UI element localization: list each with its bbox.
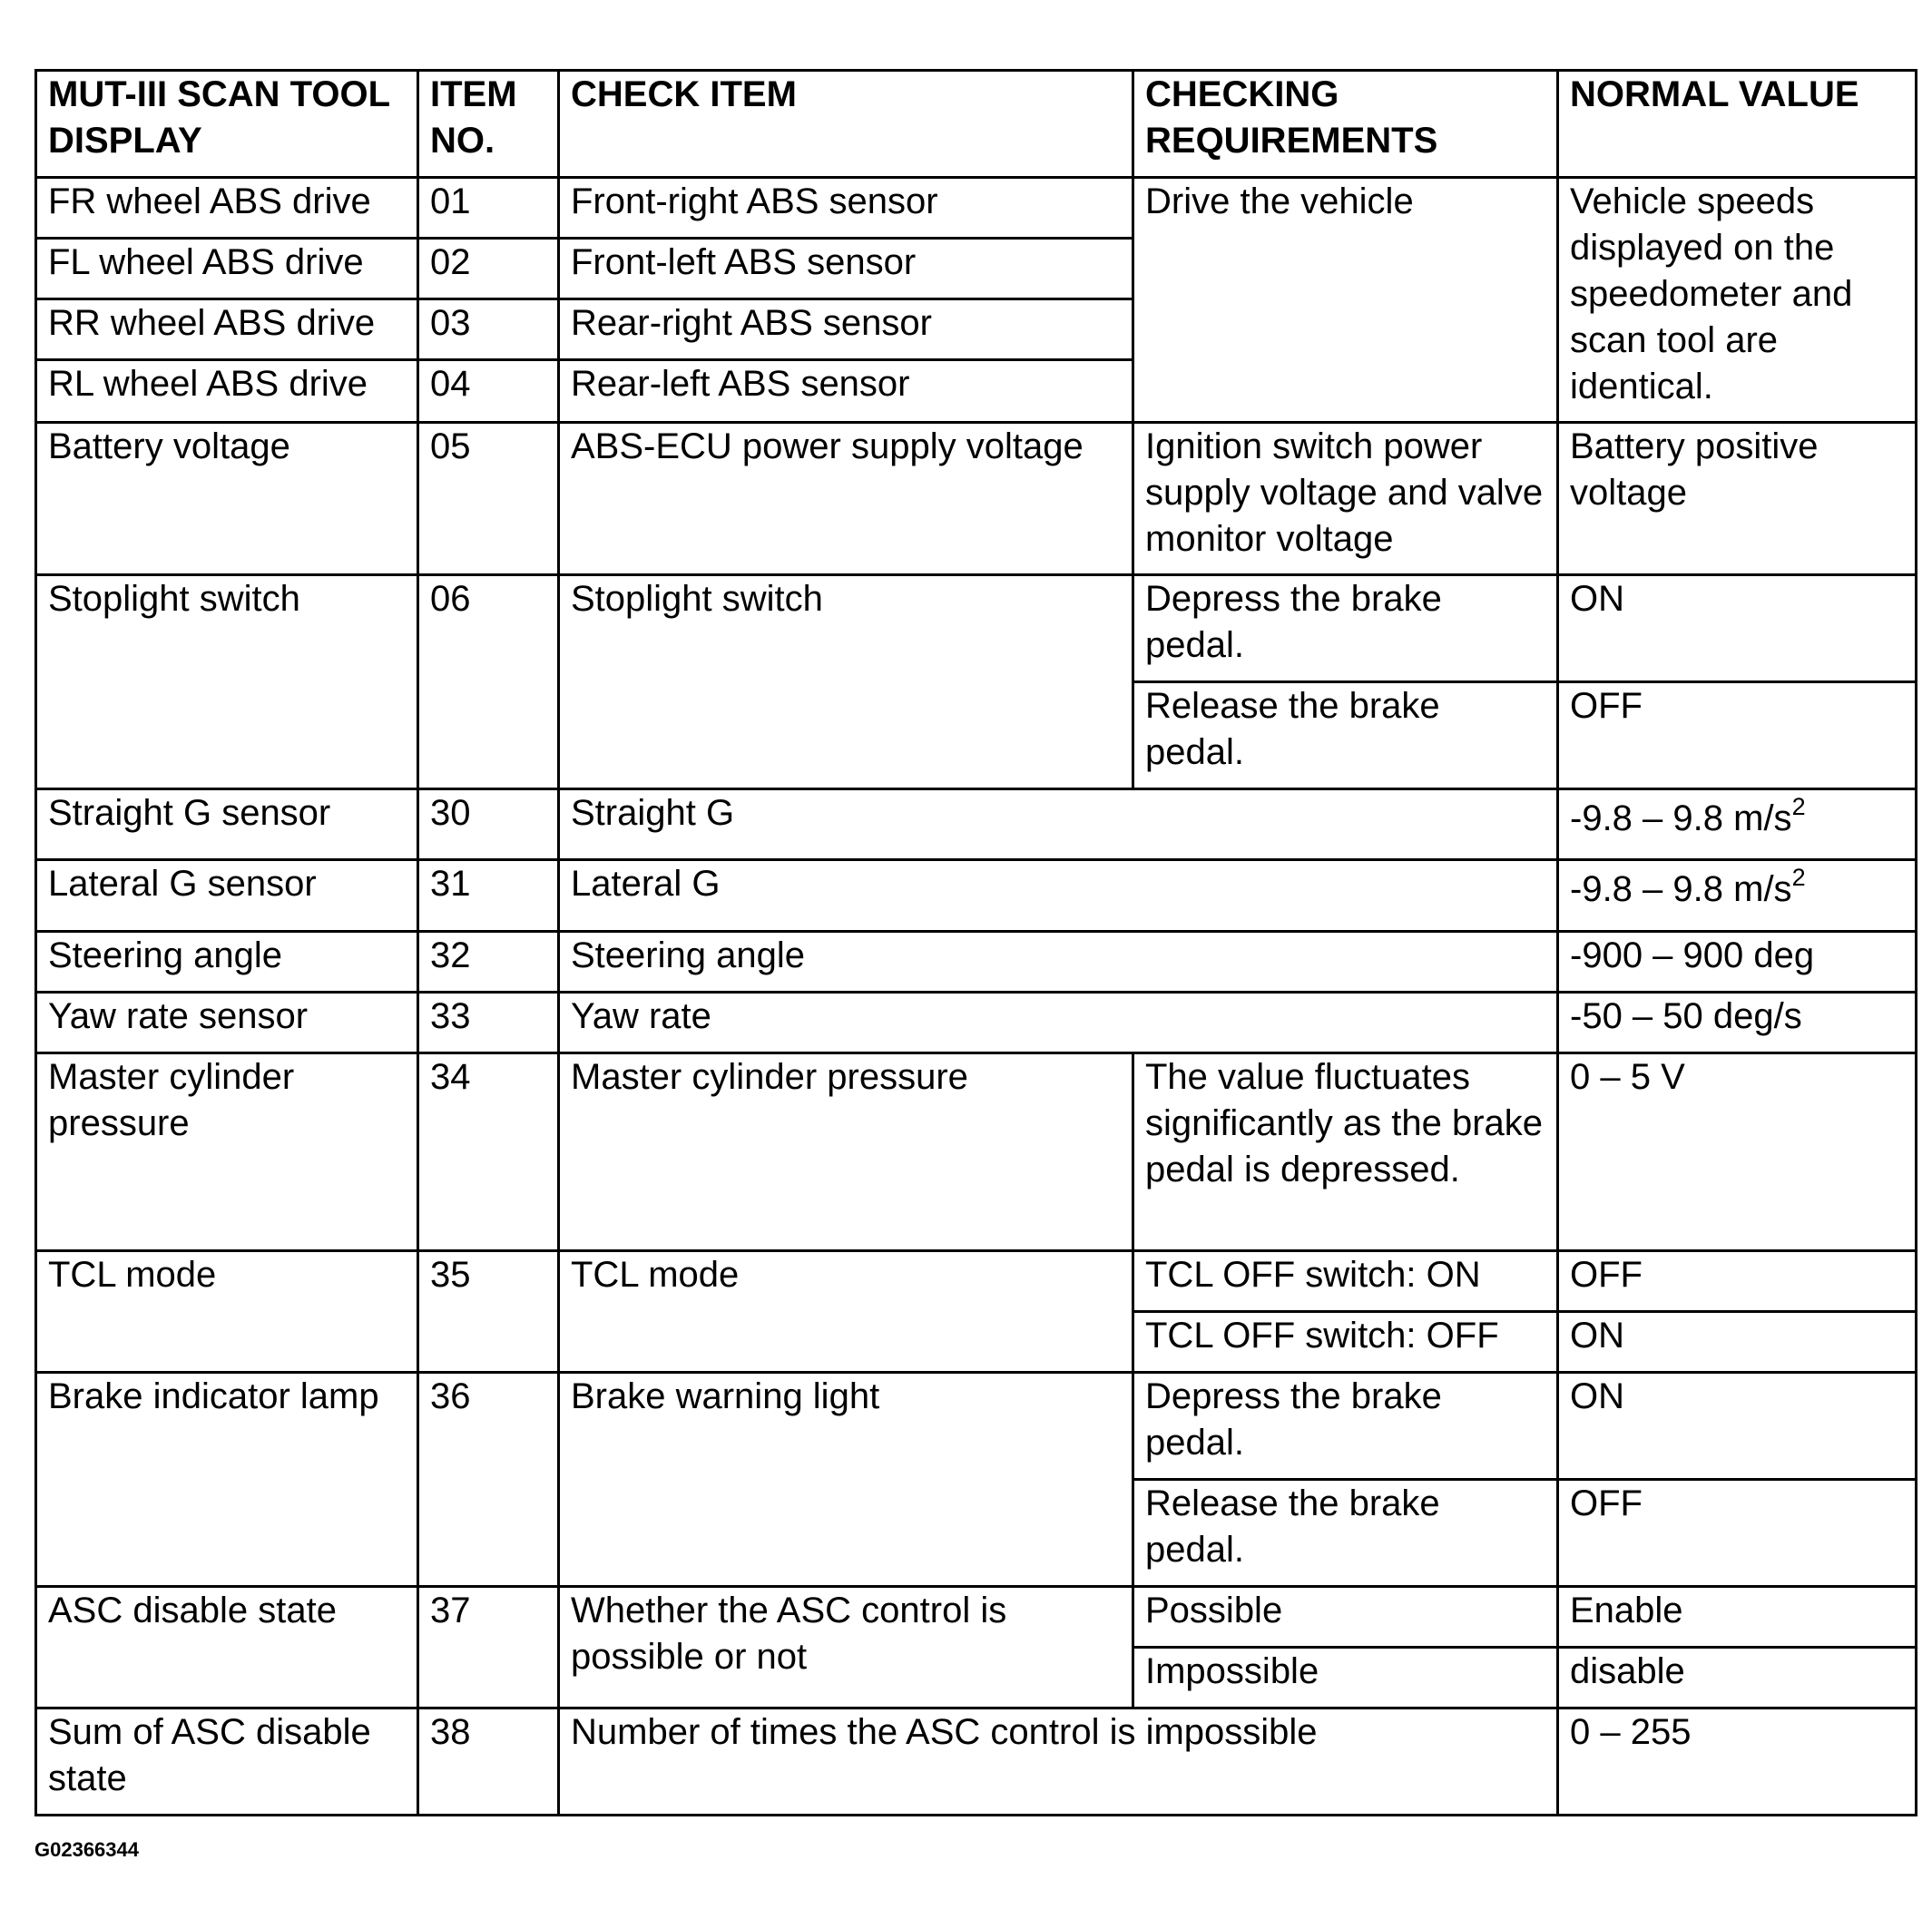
table-row — [36, 1708, 1917, 1816]
item-no-cell: 06 — [418, 575, 559, 789]
scan-tool-table — [34, 69, 1917, 1816]
check-item-cell: Rear-right ABS sensor — [559, 299, 1133, 360]
table-row — [36, 1587, 1917, 1648]
requirement-cell: Impossible — [1133, 1648, 1558, 1708]
requirement-cell: Release the brake pedal. — [1133, 682, 1558, 789]
display-cell: Battery voltage — [36, 423, 418, 575]
header-item-no: ITEM NO. — [418, 71, 559, 178]
display-cell: ASC disable state — [36, 1587, 418, 1708]
table-row — [36, 423, 1917, 575]
check-item-cell: Lateral G — [559, 860, 1558, 932]
display-cell: FL wheel ABS drive — [36, 239, 418, 299]
normal-value-cell: ON — [1558, 1312, 1917, 1373]
display-cell: Steering angle — [36, 932, 418, 993]
header-display: MUT-III SCAN TOOL DISPLAY — [36, 71, 418, 178]
item-no-cell: 01 — [418, 178, 559, 239]
header-normal-value: NORMAL VALUE — [1558, 71, 1917, 178]
display-cell: Straight G sensor — [36, 789, 418, 860]
display-cell: RR wheel ABS drive — [36, 299, 418, 360]
exponent: 2 — [1791, 864, 1806, 891]
item-no-cell: 33 — [418, 993, 559, 1053]
check-item-cell: Yaw rate — [559, 993, 1558, 1053]
normal-value-cell — [1558, 860, 1917, 932]
header-requirements: CHECKING REQUIREMENTS — [1133, 71, 1558, 178]
normal-value-cell: 0 – 5 V — [1558, 1053, 1917, 1251]
requirement-cell: Possible — [1133, 1587, 1558, 1648]
item-no-cell: 04 — [418, 360, 559, 423]
normal-value-cell: ON — [1558, 575, 1917, 682]
check-item-cell: Brake warning light — [559, 1373, 1133, 1587]
item-no-cell: 02 — [418, 239, 559, 299]
display-cell: Sum of ASC disable state — [36, 1708, 418, 1816]
table-row — [36, 178, 1917, 239]
item-no-cell: 03 — [418, 299, 559, 360]
table-row — [36, 1053, 1917, 1251]
item-no-cell: 35 — [418, 1251, 559, 1373]
item-no-cell: 31 — [418, 860, 559, 932]
item-no-cell: 30 — [418, 789, 559, 860]
display-cell: RL wheel ABS drive — [36, 360, 418, 423]
normal-value-cell: disable — [1558, 1648, 1917, 1708]
normal-value-cell: ON — [1558, 1373, 1917, 1480]
normal-value-cell: OFF — [1558, 682, 1917, 789]
figure-code: G02366344 — [34, 1838, 139, 1861]
requirement-cell: TCL OFF switch: OFF — [1133, 1312, 1558, 1373]
display-cell: Lateral G sensor — [36, 860, 418, 932]
normal-value-cell: 0 – 255 — [1558, 1708, 1917, 1816]
item-no-cell: 05 — [418, 423, 559, 575]
table-row — [36, 789, 1917, 860]
check-item-cell: Master cylinder pressure — [559, 1053, 1133, 1251]
check-item-cell: Rear-left ABS sensor — [559, 360, 1133, 423]
requirement-cell: The value fluctuates significantly as the brake pedal is depressed. — [1133, 1053, 1558, 1251]
check-item-cell: Steering angle — [559, 932, 1558, 993]
item-no-cell: 36 — [418, 1373, 559, 1587]
check-item-cell: TCL mode — [559, 1251, 1133, 1373]
display-cell: FR wheel ABS drive — [36, 178, 418, 239]
item-no-cell: 37 — [418, 1587, 559, 1708]
header-check-item: CHECK ITEM — [559, 71, 1133, 178]
check-item-cell: Whether the ASC control is possible or not — [559, 1587, 1133, 1708]
table-row — [36, 1251, 1917, 1312]
display-cell: Yaw rate sensor — [36, 993, 418, 1053]
display-cell: Brake indicator lamp — [36, 1373, 418, 1587]
normal-value-cell: -50 – 50 deg/s — [1558, 993, 1917, 1053]
normal-value-cell: Enable — [1558, 1587, 1917, 1648]
normal-value-cell — [1558, 789, 1917, 860]
requirement-cell: Ignition switch power supply voltage and valve monitor voltage — [1133, 423, 1558, 575]
display-cell: Master cylinder pressure — [36, 1053, 418, 1251]
table-row — [36, 993, 1917, 1053]
table-row — [36, 860, 1917, 932]
check-item-cell: Number of times the ASC control is impossible — [559, 1708, 1558, 1816]
value-text: -9.8 – 9.8 m/s — [1570, 869, 1792, 909]
requirement-cell: TCL OFF switch: ON — [1133, 1251, 1558, 1312]
check-item-cell: ABS-ECU power supply voltage — [559, 423, 1133, 575]
normal-value-cell: OFF — [1558, 1480, 1917, 1587]
check-item-cell: Straight G — [559, 789, 1558, 860]
normal-value-cell: -900 – 900 deg — [1558, 932, 1917, 993]
normal-value-cell: Battery positive voltage — [1558, 423, 1917, 575]
table-row — [36, 575, 1917, 682]
check-item-cell: Front-left ABS sensor — [559, 239, 1133, 299]
check-item-cell: Front-right ABS sensor — [559, 178, 1133, 239]
table-row — [36, 1373, 1917, 1480]
display-cell: Stoplight switch — [36, 575, 418, 789]
requirement-cell: Depress the brake pedal. — [1133, 575, 1558, 682]
exponent: 2 — [1791, 793, 1806, 820]
display-cell: TCL mode — [36, 1251, 418, 1373]
value-text: -9.8 – 9.8 m/s — [1570, 798, 1792, 838]
normal-value-cell: Vehicle speeds displayed on the speedometer and scan tool are identical. — [1558, 178, 1917, 423]
requirement-cell: Depress the brake pedal. — [1133, 1373, 1558, 1480]
item-no-cell: 38 — [418, 1708, 559, 1816]
requirement-cell: Release the brake pedal. — [1133, 1480, 1558, 1587]
table-row — [36, 932, 1917, 993]
check-item-cell: Stoplight switch — [559, 575, 1133, 789]
header-row — [36, 71, 1917, 178]
item-no-cell: 32 — [418, 932, 559, 993]
requirement-cell: Drive the vehicle — [1133, 178, 1558, 423]
normal-value-cell: OFF — [1558, 1251, 1917, 1312]
item-no-cell: 34 — [418, 1053, 559, 1251]
